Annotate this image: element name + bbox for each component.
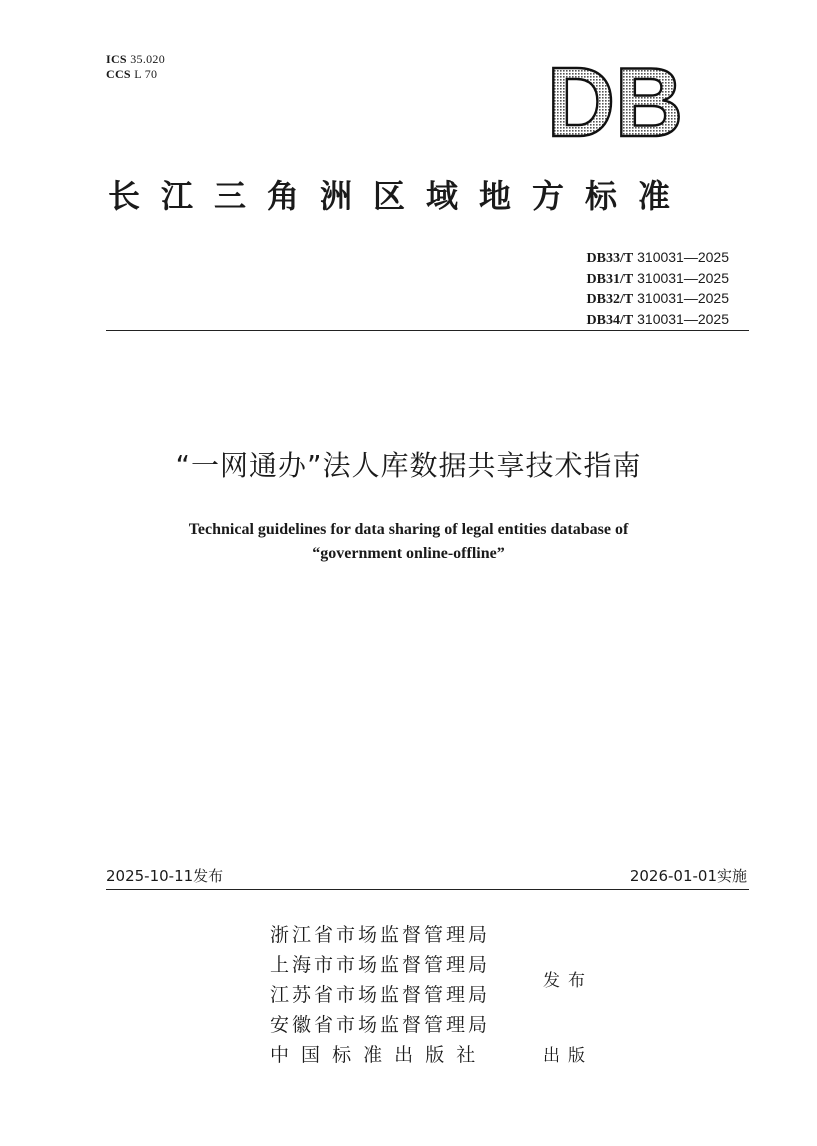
db-logo [545,58,685,140]
issuer: 上海市市场监督管理局 [270,954,491,976]
document-title-cn: “一网通办”法人库数据共享技术指南 [175,449,642,482]
issuer: 安徽省市场监督管理局 [270,1014,491,1036]
standard-number: DB32/T 310031—2025 [586,290,729,307]
standard-number: DB31/T 310031—2025 [586,269,729,287]
effective-date: 2026-01-01实施 [629,867,747,885]
issuer: 江苏省市场监督管理局 [270,984,491,1006]
issue-label: 发布 [543,971,593,991]
document-title-en [0,518,817,566]
standard-type: 长江三角洲区域地方标准 [108,177,692,215]
top-divider [106,330,749,331]
issue-date: 2025-10-11发布 [106,867,224,885]
publisher-org: 中 国 标 准 出 版 社 [270,1044,479,1066]
issuing-authorities [270,920,490,1070]
bottom-divider [106,889,749,890]
classification-codes [106,52,165,82]
publish-label: 出版 [543,1046,593,1066]
standard-number: DB33/T 310031—2025 [586,249,729,266]
title-en-line: “government online-offline” [312,545,505,562]
ccs-code: CCS L 70 [106,67,158,81]
standard-numbers [587,248,729,330]
title-en-line: Technical guidelines for data sharing of legal entities database of [188,521,629,538]
standard-number: DB34/T 310031—2025 [586,310,729,328]
db-logo-text: DB [547,58,683,140]
issuer: 浙江省市场监督管理局 [270,924,491,946]
ics-code: ICS 35.020 [106,52,166,66]
